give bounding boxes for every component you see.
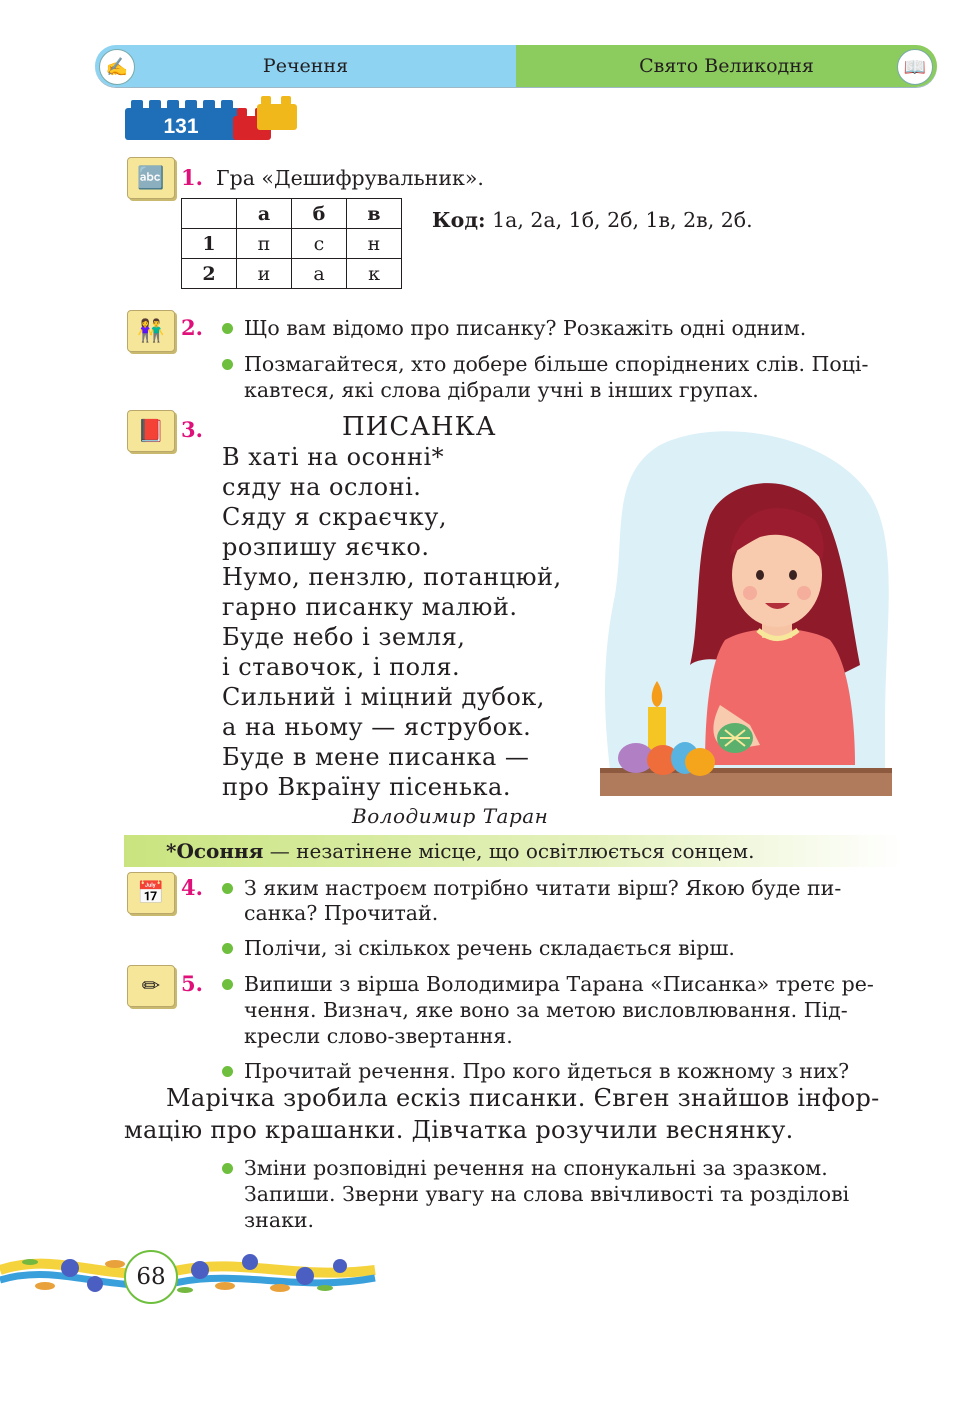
task-number: 3. bbox=[181, 417, 203, 442]
poem-line: гарно писанку малюй. bbox=[222, 593, 518, 621]
poem-title: ПИСАНКА bbox=[342, 412, 497, 442]
task-text: Позмагайтеся, хто добере більше споріднених слів. Поці- bbox=[244, 352, 869, 376]
task-text: знаки. bbox=[244, 1208, 315, 1232]
cipher-table bbox=[181, 198, 402, 289]
poem-line: і ставочок, і поля. bbox=[222, 653, 461, 681]
table-row bbox=[182, 229, 402, 259]
task-text: Зміни розповідні речення на спонукальні за зразком. bbox=[244, 1156, 828, 1180]
poem-line: Буде небо і земля, bbox=[222, 623, 466, 651]
bullet-icon bbox=[222, 979, 233, 990]
task-text: кресли слово-звертання. bbox=[244, 1024, 513, 1048]
poem-line: сяду на ослоні. bbox=[222, 473, 422, 501]
example-sentences: мацію про крашанки. Дівчатка розучили веснянку. bbox=[124, 1116, 794, 1144]
example-sentences: Марічка зробила ескіз писанки. Євген знайшов інфор- bbox=[166, 1084, 880, 1112]
table-cell: 2 bbox=[182, 259, 237, 289]
task-text: кавтеся, які слова дібрали учні в інших групах. bbox=[244, 378, 759, 402]
bullet-icon bbox=[222, 943, 233, 954]
lesson-number-lego bbox=[125, 96, 300, 144]
task-text: чення. Визнач, яке воно за метою висловлювання. Під- bbox=[244, 998, 848, 1022]
poem-line: розпишу яєчко. bbox=[222, 533, 430, 561]
table-cell: и bbox=[237, 259, 292, 289]
task-text: Прочитай речення. Про кого йдеться в кожному з них? bbox=[244, 1059, 850, 1083]
page-header bbox=[95, 45, 937, 87]
header-section-right bbox=[516, 45, 937, 87]
poem-author: Володимир Таран bbox=[352, 804, 549, 828]
task-text: Випиши з вірша Володимира Тарана «Писанка» третє ре- bbox=[244, 972, 874, 996]
bullet-icon bbox=[222, 323, 233, 334]
table-cell: 1 bbox=[182, 229, 237, 259]
bullet-icon bbox=[222, 1066, 233, 1077]
table-cell: н bbox=[347, 229, 402, 259]
bullet-icon bbox=[222, 359, 233, 370]
page-number: 68 bbox=[124, 1250, 178, 1304]
table-row bbox=[182, 259, 402, 289]
task-number: 2. bbox=[181, 315, 203, 340]
table-cell: а bbox=[292, 259, 347, 289]
footnote bbox=[166, 839, 754, 863]
task-number: 1. bbox=[181, 165, 203, 190]
task-text: Полічи, зі скількох речень складається вірш. bbox=[244, 936, 735, 960]
table-cell: п bbox=[237, 229, 292, 259]
lesson-number: 131 bbox=[163, 115, 199, 138]
children-talking-icon: 👫 bbox=[127, 310, 175, 352]
bullet-icon bbox=[222, 1163, 233, 1174]
pen-icon: ✍ bbox=[99, 49, 135, 85]
calendar-icon: 📅 bbox=[127, 872, 175, 914]
poem-line: Буде в мене писанка — bbox=[222, 743, 530, 771]
floral-ribbon-decoration bbox=[0, 1240, 380, 1310]
poem-line: про Вкраїну пісенька. bbox=[222, 773, 511, 801]
task-number: 4. bbox=[181, 875, 203, 900]
poem-line: В хаті на осонні* bbox=[222, 443, 445, 471]
reading-child-icon: 📕 bbox=[127, 410, 175, 452]
footnote-term: *Осоння bbox=[166, 839, 264, 863]
code-value: 1а, 2а, 1б, 2б, 1в, 2в, 2б. bbox=[485, 208, 753, 232]
writing-icon: ✏ bbox=[127, 965, 175, 1007]
footnote-definition: — незатінене місце, що освітлюється сонцем. bbox=[263, 839, 755, 863]
task-text: санка? Прочитай. bbox=[244, 901, 439, 925]
cipher-code bbox=[432, 207, 753, 233]
table-cell: к bbox=[347, 259, 402, 289]
task-number: 5. bbox=[181, 971, 203, 996]
table-cell: а bbox=[237, 199, 292, 229]
poem-line: а на ньому — яструбок. bbox=[222, 713, 532, 741]
task-text: З яким настроєм потрібно читати вірш? Якою буде пи- bbox=[244, 876, 842, 900]
table-cell bbox=[182, 199, 237, 229]
poem-line: Нумо, пензлю, потанцюй, bbox=[222, 563, 562, 591]
header-right-title: Свято Великодня bbox=[639, 55, 814, 77]
task-text: Гра «Дешифрувальник». bbox=[216, 166, 484, 190]
header-section-left bbox=[95, 45, 516, 87]
abc-blocks-icon: 🔤 bbox=[127, 157, 175, 199]
book-icon: 📖 bbox=[897, 49, 933, 85]
table-cell: в bbox=[347, 199, 402, 229]
task-text: Що вам відомо про писанку? Розкажіть одні одним. bbox=[244, 316, 807, 340]
table-header-row bbox=[182, 199, 402, 229]
table-cell: б bbox=[292, 199, 347, 229]
bullet-icon bbox=[222, 883, 233, 894]
task-text: Запиши. Зверни увагу на слова ввічливості та розділові bbox=[244, 1182, 850, 1206]
code-label: Код: bbox=[432, 208, 486, 232]
table-cell: с bbox=[292, 229, 347, 259]
girl-painting-eggs-illustration bbox=[600, 425, 892, 800]
header-left-title: Речення bbox=[262, 55, 349, 77]
poem-line: Сяду я скраєчку, bbox=[222, 503, 447, 531]
poem-line: Сильний і міцний дубок, bbox=[222, 683, 545, 711]
